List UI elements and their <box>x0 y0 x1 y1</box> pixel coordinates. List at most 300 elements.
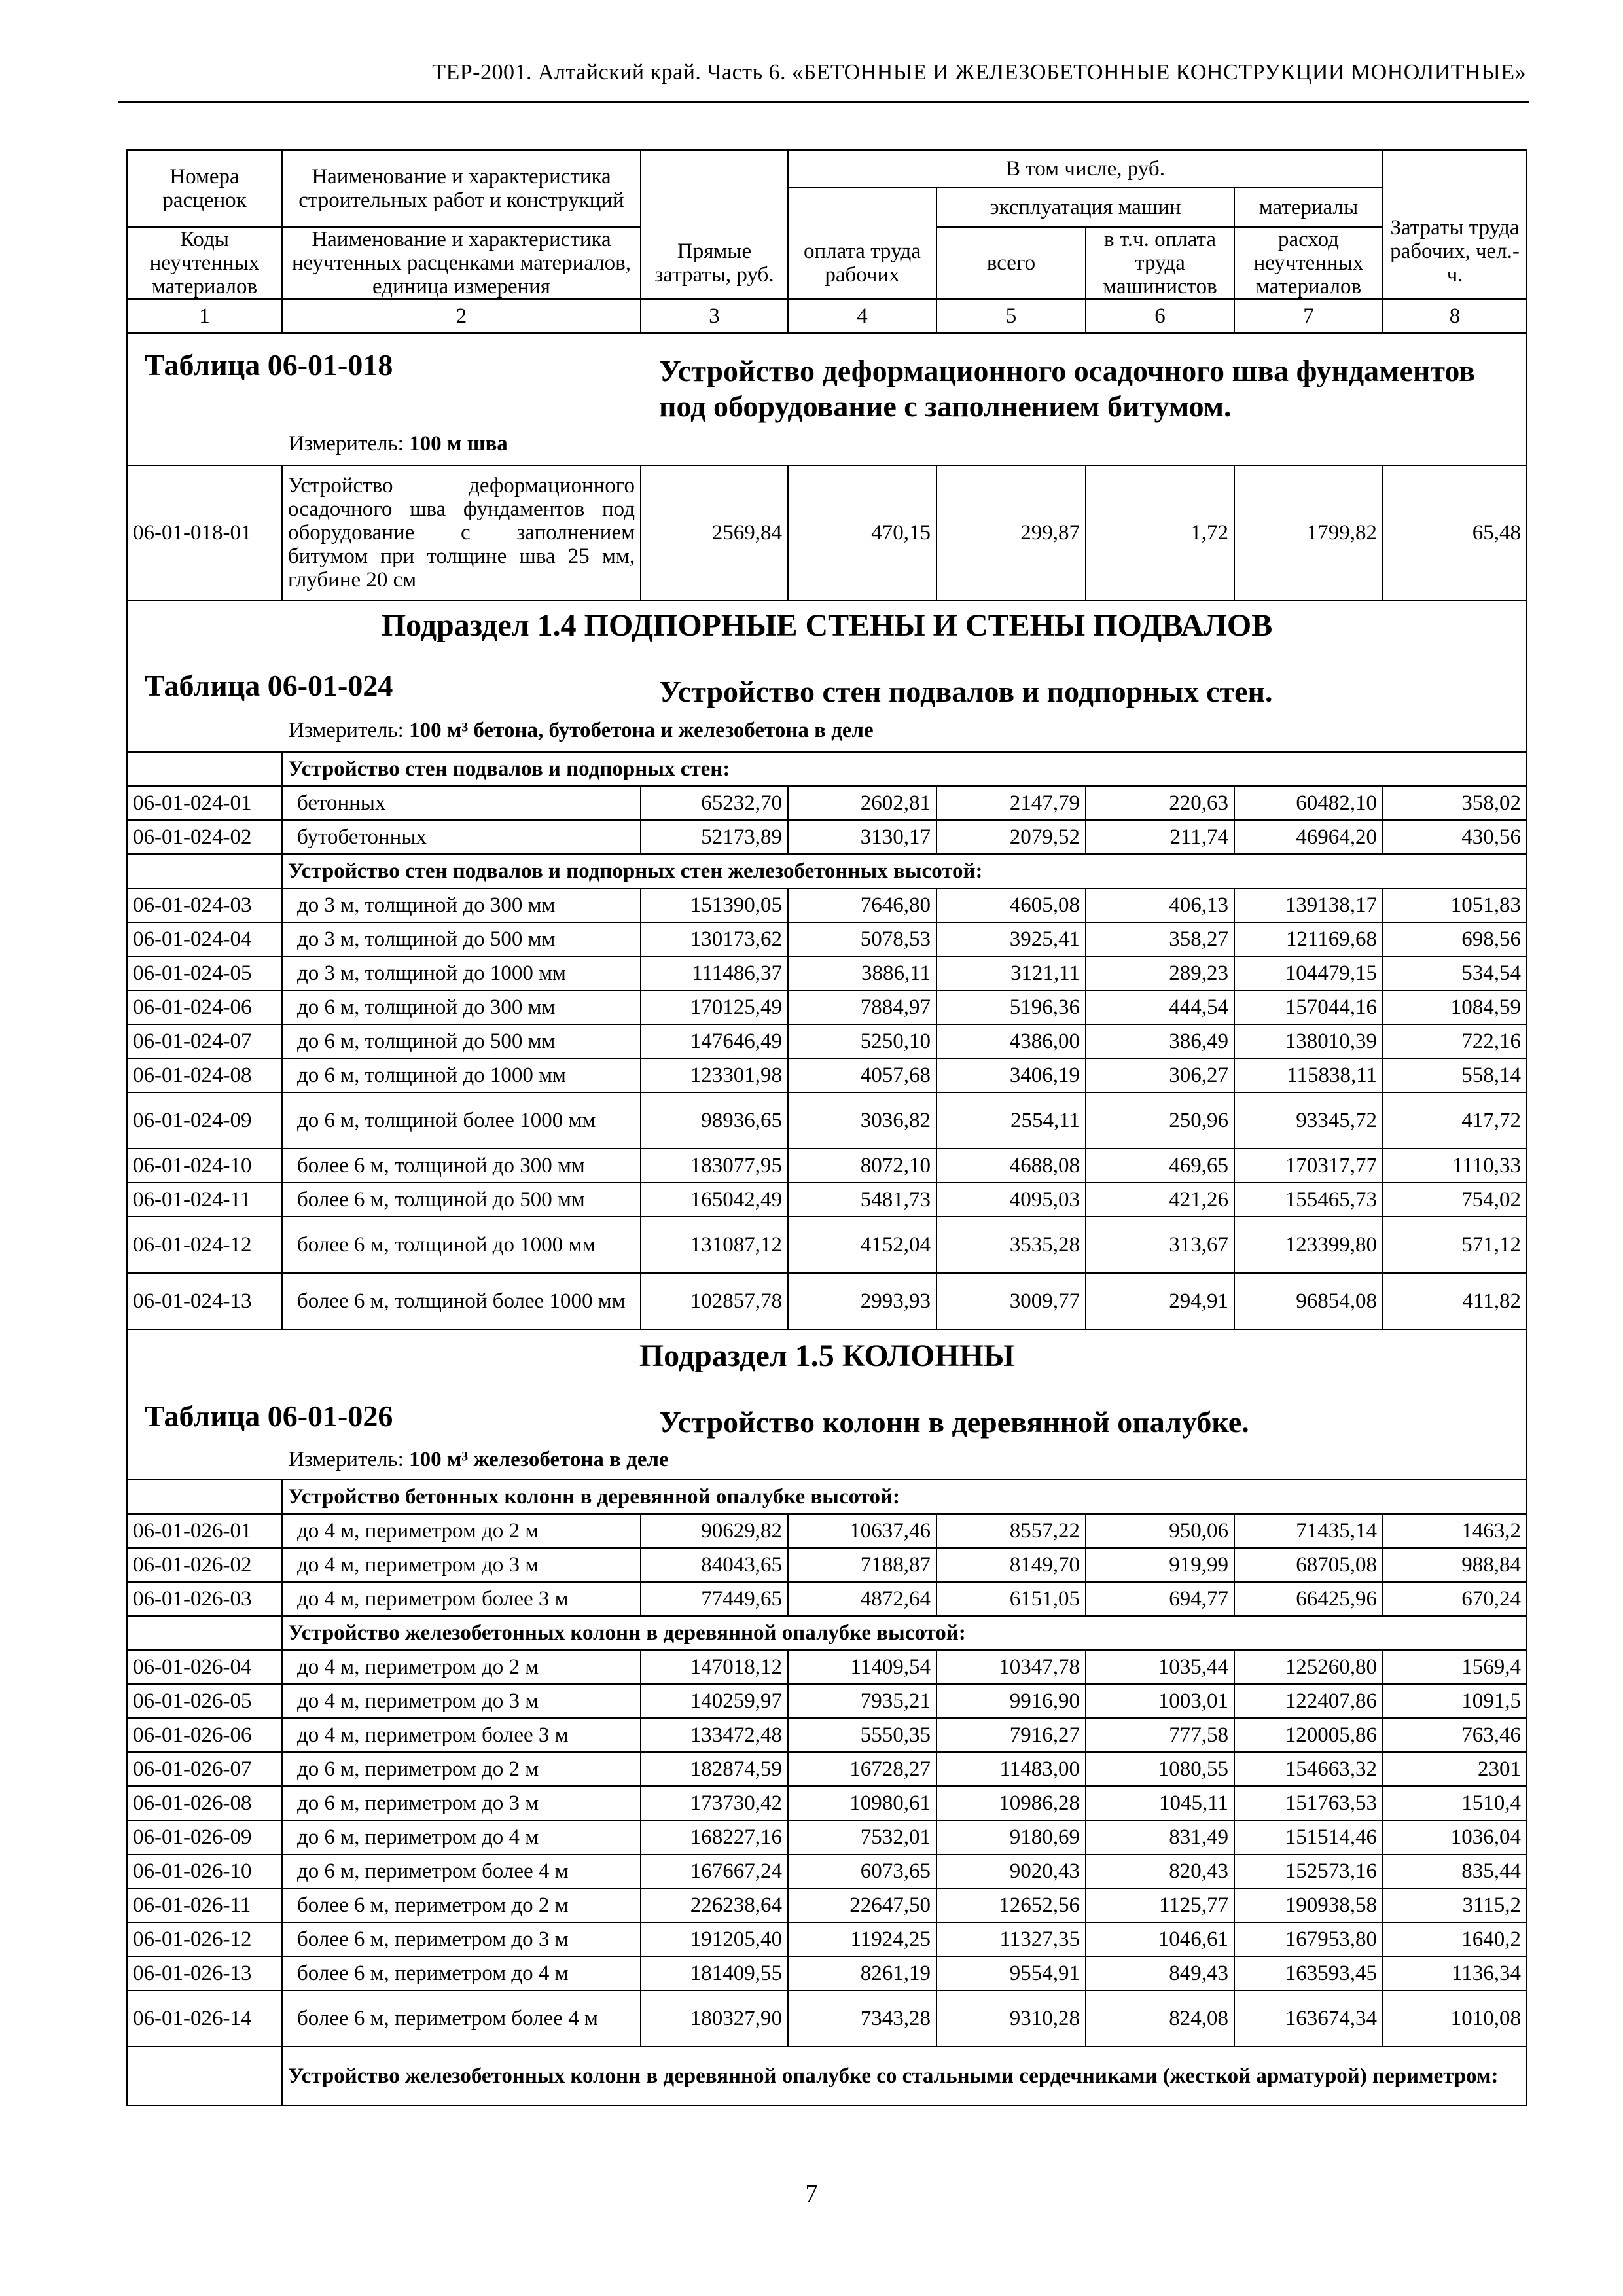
rate-code: 06-01-026-11 <box>127 1888 282 1922</box>
labor-wages: 4872,64 <box>788 1582 936 1616</box>
labor-wages: 5250,10 <box>788 1024 936 1058</box>
machines-total: 7916,27 <box>936 1718 1086 1752</box>
rate-name: более 6 м, периметром до 2 м <box>282 1888 641 1922</box>
colnum-2: 2 <box>282 299 641 333</box>
colnum-3: 3 <box>641 299 788 333</box>
labor-wages: 2602,81 <box>788 786 936 820</box>
materials: 1799,82 <box>1234 465 1383 600</box>
table-row <box>127 1684 1527 1718</box>
table-026-heading <box>127 1329 1527 1480</box>
labor-wages: 11924,25 <box>788 1922 936 1956</box>
labor-hours: 1510,4 <box>1383 1786 1527 1820</box>
rate-name: до 6 м, периметром до 4 м <box>282 1820 641 1854</box>
table-row <box>127 1149 1527 1183</box>
table-row <box>127 820 1527 854</box>
materials: 167953,80 <box>1234 1922 1383 1956</box>
machines-total: 2554,11 <box>936 1092 1086 1149</box>
direct-costs: 111486,37 <box>641 956 788 990</box>
labor-wages: 7343,28 <box>788 1990 936 2047</box>
labor-wages: 6073,65 <box>788 1854 936 1888</box>
operator-wages: 777,58 <box>1086 1718 1234 1752</box>
machines-total: 4688,08 <box>936 1149 1086 1183</box>
labor-hours: 358,02 <box>1383 786 1527 820</box>
rate-code: 06-01-024-02 <box>127 820 282 854</box>
rate-name: более 6 м, периметром до 4 м <box>282 1956 641 1990</box>
labor-wages: 7188,87 <box>788 1548 936 1582</box>
rate-code: 06-01-024-05 <box>127 956 282 990</box>
materials: 71435,14 <box>1234 1514 1383 1548</box>
materials: 170317,77 <box>1234 1149 1383 1183</box>
hdr-col3: Прямые затраты, руб. <box>641 150 788 299</box>
rate-code: 06-01-026-09 <box>127 1820 282 1854</box>
operator-wages: 250,96 <box>1086 1092 1234 1149</box>
labor-hours: 1010,08 <box>1383 1990 1527 2047</box>
rate-code: 06-01-024-04 <box>127 922 282 956</box>
operator-wages: 1125,77 <box>1086 1888 1234 1922</box>
hdr-col2-bottom: Наименование и характеристика неучтенных расценками материалов, единица измерения <box>282 227 641 299</box>
labor-hours: 988,84 <box>1383 1548 1527 1582</box>
materials: 115838,11 <box>1234 1058 1383 1092</box>
hdr-col8: Затраты труда рабочих, чел.-ч. <box>1383 150 1527 299</box>
rate-code: 06-01-018-01 <box>127 465 282 600</box>
running-header: ТЕР-2001. Алтайский край. Часть 6. «БЕТОННЫЕ И ЖЕЛЕЗОБЕТОННЫЕ КОНСТРУКЦИИ МОНОЛИТНЫЕ» <box>432 60 1526 84</box>
operator-wages: 386,49 <box>1086 1024 1234 1058</box>
rate-name: до 6 м, толщиной до 500 мм <box>282 1024 641 1058</box>
colnum-4: 4 <box>788 299 936 333</box>
operator-wages: 1045,11 <box>1086 1786 1234 1820</box>
materials: 46964,20 <box>1234 820 1383 854</box>
operator-wages: 1003,01 <box>1086 1684 1234 1718</box>
labor-hours: 1091,5 <box>1383 1684 1527 1718</box>
direct-costs: 151390,05 <box>641 888 788 922</box>
materials: 157044,16 <box>1234 990 1383 1024</box>
operator-wages: 444,54 <box>1086 990 1234 1024</box>
header-rule <box>118 101 1529 103</box>
machines-total: 10986,28 <box>936 1786 1086 1820</box>
labor-wages: 7884,97 <box>788 990 936 1024</box>
rate-code: 06-01-026-01 <box>127 1514 282 1548</box>
rate-code: 06-01-026-07 <box>127 1752 282 1786</box>
rate-name: до 3 м, толщиной до 300 мм <box>282 888 641 922</box>
materials: 122407,86 <box>1234 1684 1383 1718</box>
machines-total: 3121,11 <box>936 956 1086 990</box>
direct-costs: 131087,12 <box>641 1217 788 1273</box>
direct-costs: 182874,59 <box>641 1752 788 1786</box>
rate-code: 06-01-024-12 <box>127 1217 282 1273</box>
rate-name: до 4 м, периметром до 3 м <box>282 1684 641 1718</box>
rate-code: 06-01-024-11 <box>127 1183 282 1217</box>
rate-name: бетонных <box>282 786 641 820</box>
operator-wages: 406,13 <box>1086 888 1234 922</box>
operator-wages: 1046,61 <box>1086 1922 1234 1956</box>
rate-code: 06-01-026-12 <box>127 1922 282 1956</box>
machines-total: 3925,41 <box>936 922 1086 956</box>
page-number: 7 <box>805 2180 818 2208</box>
hdr-col2-top: Наименование и характеристика строительных работ и конструкций <box>282 150 641 227</box>
operator-wages: 1,72 <box>1086 465 1234 600</box>
materials: 60482,10 <box>1234 786 1383 820</box>
labor-hours: 1569,4 <box>1383 1650 1527 1684</box>
labor-wages: 10637,46 <box>788 1514 936 1548</box>
table-row <box>127 1273 1527 1329</box>
rate-code: 06-01-024-01 <box>127 786 282 820</box>
direct-costs: 102857,78 <box>641 1273 788 1329</box>
labor-wages: 8072,10 <box>788 1149 936 1183</box>
subsection-title: Подраздел 1.5 КОЛОННЫ <box>639 1338 1015 1373</box>
hdr-machines: эксплуатация машин <box>936 188 1234 227</box>
labor-hours: 411,82 <box>1383 1273 1527 1329</box>
direct-costs: 147646,49 <box>641 1024 788 1058</box>
rate-code: 06-01-026-06 <box>127 1718 282 1752</box>
labor-hours: 698,56 <box>1383 922 1527 956</box>
rate-code: 06-01-024-09 <box>127 1092 282 1149</box>
labor-hours: 2301 <box>1383 1752 1527 1786</box>
rate-name: до 6 м, толщиной до 300 мм <box>282 990 641 1024</box>
labor-hours: 1640,2 <box>1383 1922 1527 1956</box>
rate-name: до 4 м, периметром до 3 м <box>282 1548 641 1582</box>
rate-name: более 6 м, толщиной до 300 мм <box>282 1149 641 1183</box>
labor-wages: 10980,61 <box>788 1786 936 1820</box>
price-table <box>126 149 1527 2106</box>
direct-costs: 226238,64 <box>641 1888 788 1922</box>
subsection-title: Подраздел 1.4 ПОДПОРНЫЕ СТЕНЫ И СТЕНЫ ПОДВАЛОВ <box>381 608 1273 643</box>
table-row <box>127 1956 1527 1990</box>
labor-hours: 1110,33 <box>1383 1149 1527 1183</box>
rate-name: до 3 м, толщиной до 500 мм <box>282 922 641 956</box>
labor-wages: 3886,11 <box>788 956 936 990</box>
materials: 151514,46 <box>1234 1820 1383 1854</box>
group-heading: Устройство стен подвалов и подпорных стен: <box>282 752 1527 786</box>
rate-code: 06-01-024-03 <box>127 888 282 922</box>
operator-wages: 421,26 <box>1086 1183 1234 1217</box>
operator-wages: 849,43 <box>1086 1956 1234 1990</box>
hdr-col5: всего <box>936 227 1086 299</box>
operator-wages: 831,49 <box>1086 1820 1234 1854</box>
group-code-empty <box>127 2047 282 2106</box>
rate-name: до 4 м, периметром более 3 м <box>282 1582 641 1616</box>
labor-wages: 3130,17 <box>788 820 936 854</box>
materials: 123399,80 <box>1234 1217 1383 1273</box>
labor-hours: 835,44 <box>1383 1854 1527 1888</box>
direct-costs: 84043,65 <box>641 1548 788 1582</box>
hdr-col7: расход неучтенных материалов <box>1234 227 1383 299</box>
measure-unit: Измеритель: 100 м³ бетона, бутобетона и железобетона в деле <box>289 719 874 742</box>
machines-total: 9916,90 <box>936 1684 1086 1718</box>
materials: 163674,34 <box>1234 1990 1383 2047</box>
operator-wages: 1080,55 <box>1086 1752 1234 1786</box>
labor-wages: 11409,54 <box>788 1650 936 1684</box>
operator-wages: 1035,44 <box>1086 1650 1234 1684</box>
operator-wages: 469,65 <box>1086 1149 1234 1183</box>
table-title: Устройство колонн в деревянной опалубке. <box>659 1405 1249 1439</box>
table-row <box>127 1990 1527 2047</box>
labor-hours: 534,54 <box>1383 956 1527 990</box>
table-row <box>127 1888 1527 1922</box>
group-code-empty <box>127 752 282 786</box>
materials: 155465,73 <box>1234 1183 1383 1217</box>
hdr-col1-bottom: Коды неучтенных материалов <box>127 227 282 299</box>
table-title: Устройство стен подвалов и подпорных стен. <box>659 675 1273 708</box>
table-row <box>127 1217 1527 1273</box>
group-code-empty <box>127 1616 282 1650</box>
machines-total: 12652,56 <box>936 1888 1086 1922</box>
labor-hours: 1463,2 <box>1383 1514 1527 1548</box>
table-number: Таблица 06-01-026 <box>145 1399 393 1433</box>
machines-total: 10347,78 <box>936 1650 1086 1684</box>
direct-costs: 167667,24 <box>641 1854 788 1888</box>
labor-wages: 5481,73 <box>788 1183 936 1217</box>
machines-total: 3009,77 <box>936 1273 1086 1329</box>
rate-code: 06-01-026-04 <box>127 1650 282 1684</box>
group-heading: Устройство железобетонных колонн в деревянной опалубке высотой: <box>282 1616 1527 1650</box>
labor-wages: 7532,01 <box>788 1820 936 1854</box>
direct-costs: 191205,40 <box>641 1922 788 1956</box>
machines-total: 2079,52 <box>936 820 1086 854</box>
table-row <box>127 1854 1527 1888</box>
rate-code: 06-01-026-13 <box>127 1956 282 1990</box>
rate-name: до 6 м, периметром более 4 м <box>282 1854 641 1888</box>
machines-total: 9180,69 <box>936 1820 1086 1854</box>
rate-name: более 6 м, толщиной до 500 мм <box>282 1183 641 1217</box>
materials: 96854,08 <box>1234 1273 1383 1329</box>
table-row <box>127 465 1527 600</box>
machines-total: 11327,35 <box>936 1922 1086 1956</box>
labor-wages: 3036,82 <box>788 1092 936 1149</box>
labor-hours: 417,72 <box>1383 1092 1527 1149</box>
operator-wages: 820,43 <box>1086 1854 1234 1888</box>
direct-costs: 90629,82 <box>641 1514 788 1548</box>
table-row <box>127 1092 1527 1149</box>
hdr-col1-top: Номера расценок <box>127 150 282 227</box>
table-row <box>127 1582 1527 1616</box>
labor-wages: 7935,21 <box>788 1684 936 1718</box>
direct-costs: 130173,62 <box>641 922 788 956</box>
labor-hours: 430,56 <box>1383 820 1527 854</box>
labor-hours: 65,48 <box>1383 465 1527 600</box>
labor-hours: 1036,04 <box>1383 1820 1527 1854</box>
labor-wages: 8261,19 <box>788 1956 936 1990</box>
labor-wages: 16728,27 <box>788 1752 936 1786</box>
materials: 68705,08 <box>1234 1548 1383 1582</box>
direct-costs: 181409,55 <box>641 1956 788 1990</box>
rate-code: 06-01-024-10 <box>127 1149 282 1183</box>
group-heading: Устройство стен подвалов и подпорных стен железобетонных высотой: <box>282 854 1527 888</box>
rate-code: 06-01-026-14 <box>127 1990 282 2047</box>
materials: 93345,72 <box>1234 1092 1383 1149</box>
materials: 163593,45 <box>1234 1956 1383 1990</box>
table-row <box>127 922 1527 956</box>
rate-code: 06-01-024-08 <box>127 1058 282 1092</box>
direct-costs: 65232,70 <box>641 786 788 820</box>
machines-total: 4605,08 <box>936 888 1086 922</box>
direct-costs: 147018,12 <box>641 1650 788 1684</box>
labor-hours: 763,46 <box>1383 1718 1527 1752</box>
materials: 120005,86 <box>1234 1718 1383 1752</box>
rate-name: до 6 м, толщиной более 1000 мм <box>282 1092 641 1149</box>
table-024-heading <box>127 600 1527 752</box>
operator-wages: 306,27 <box>1086 1058 1234 1092</box>
labor-wages: 22647,50 <box>788 1888 936 1922</box>
rate-code: 06-01-024-13 <box>127 1273 282 1329</box>
labor-hours: 754,02 <box>1383 1183 1527 1217</box>
labor-hours: 1051,83 <box>1383 888 1527 922</box>
labor-hours: 3115,2 <box>1383 1888 1527 1922</box>
materials: 125260,80 <box>1234 1650 1383 1684</box>
rate-code: 06-01-026-10 <box>127 1854 282 1888</box>
direct-costs: 170125,49 <box>641 990 788 1024</box>
rate-name: до 4 м, периметром до 2 м <box>282 1514 641 1548</box>
operator-wages: 824,08 <box>1086 1990 1234 2047</box>
table-row <box>127 1024 1527 1058</box>
labor-hours: 722,16 <box>1383 1024 1527 1058</box>
materials: 190938,58 <box>1234 1888 1383 1922</box>
direct-costs: 173730,42 <box>641 1786 788 1820</box>
machines-total: 4386,00 <box>936 1024 1086 1058</box>
labor-hours: 1136,34 <box>1383 1956 1527 1990</box>
hdr-including: В том числе, руб. <box>788 150 1383 188</box>
colnum-1: 1 <box>127 299 282 333</box>
table-row <box>127 956 1527 990</box>
colnum-5: 5 <box>936 299 1086 333</box>
materials: 154663,32 <box>1234 1752 1383 1786</box>
rate-code: 06-01-024-06 <box>127 990 282 1024</box>
table-row <box>127 888 1527 922</box>
machines-total: 5196,36 <box>936 990 1086 1024</box>
direct-costs: 183077,95 <box>641 1149 788 1183</box>
rate-name: до 6 м, периметром до 2 м <box>282 1752 641 1786</box>
materials: 138010,39 <box>1234 1024 1383 1058</box>
direct-costs: 77449,65 <box>641 1582 788 1616</box>
table-row <box>127 990 1527 1024</box>
operator-wages: 950,06 <box>1086 1514 1234 1548</box>
table-row <box>127 1650 1527 1684</box>
operator-wages: 919,99 <box>1086 1548 1234 1582</box>
rate-name: более 6 м, толщиной до 1000 мм <box>282 1217 641 1273</box>
materials: 151763,53 <box>1234 1786 1383 1820</box>
materials: 121169,68 <box>1234 922 1383 956</box>
hdr-materials: материалы <box>1234 188 1383 227</box>
direct-costs: 168227,16 <box>641 1820 788 1854</box>
operator-wages: 289,23 <box>1086 956 1234 990</box>
table-row <box>127 1752 1527 1786</box>
table-row <box>127 786 1527 820</box>
table-number: Таблица 06-01-024 <box>145 669 393 702</box>
machines-total: 8557,22 <box>936 1514 1086 1548</box>
machines-total: 9554,91 <box>936 1956 1086 1990</box>
machines-total: 2147,79 <box>936 786 1086 820</box>
labor-hours: 1084,59 <box>1383 990 1527 1024</box>
rate-code: 06-01-026-03 <box>127 1582 282 1616</box>
rate-code: 06-01-026-02 <box>127 1548 282 1582</box>
table-row <box>127 1718 1527 1752</box>
machines-total: 9020,43 <box>936 1854 1086 1888</box>
group-heading: Устройство железобетонных колонн в деревянной опалубке со стальными сердечниками (жесткой арматурой) периметром: <box>282 2047 1527 2106</box>
table-row <box>127 1922 1527 1956</box>
materials: 66425,96 <box>1234 1582 1383 1616</box>
rate-code: 06-01-026-05 <box>127 1684 282 1718</box>
machines-total: 4095,03 <box>936 1183 1086 1217</box>
operator-wages: 220,63 <box>1086 786 1234 820</box>
rate-name: более 6 м, толщиной более 1000 мм <box>282 1273 641 1329</box>
rate-code: 06-01-026-08 <box>127 1786 282 1820</box>
machines-total: 11483,00 <box>936 1752 1086 1786</box>
labor-hours: 670,24 <box>1383 1582 1527 1616</box>
labor-wages: 2993,93 <box>788 1273 936 1329</box>
machines-total: 8149,70 <box>936 1548 1086 1582</box>
machines-total: 3406,19 <box>936 1058 1086 1092</box>
measure-unit: Измеритель: 100 м³ железобетона в деле <box>289 1448 669 1471</box>
direct-costs: 123301,98 <box>641 1058 788 1092</box>
materials: 104479,15 <box>1234 956 1383 990</box>
machines-total: 3535,28 <box>936 1217 1086 1273</box>
group-heading: Устройство бетонных колонн в деревянной опалубке высотой: <box>282 1480 1527 1514</box>
materials: 139138,17 <box>1234 888 1383 922</box>
rate-name: до 4 м, периметром более 3 м <box>282 1718 641 1752</box>
labor-wages: 4152,04 <box>788 1217 936 1273</box>
machines-total: 299,87 <box>936 465 1086 600</box>
rate-name: до 3 м, толщиной до 1000 мм <box>282 956 641 990</box>
labor-wages: 7646,80 <box>788 888 936 922</box>
labor-hours: 571,12 <box>1383 1217 1527 1273</box>
group-code-empty <box>127 1480 282 1514</box>
direct-costs: 180327,90 <box>641 1990 788 2047</box>
direct-costs: 2569,84 <box>641 465 788 600</box>
rate-name: более 6 м, периметром более 4 м <box>282 1990 641 2047</box>
machines-total: 9310,28 <box>936 1990 1086 2047</box>
machines-total: 6151,05 <box>936 1582 1086 1616</box>
colnum-6: 6 <box>1086 299 1234 333</box>
direct-costs: 133472,48 <box>641 1718 788 1752</box>
rate-name: более 6 м, периметром до 3 м <box>282 1922 641 1956</box>
operator-wages: 294,91 <box>1086 1273 1234 1329</box>
operator-wages: 694,77 <box>1086 1582 1234 1616</box>
table-018-heading <box>127 333 1527 465</box>
table-title: Устройство деформационного осадочного шва фундаментов под оборудование с заполнением битумом. <box>659 354 1476 423</box>
group-code-empty <box>127 854 282 888</box>
rate-name: до 6 м, периметром до 3 м <box>282 1786 641 1820</box>
colnum-7: 7 <box>1234 299 1383 333</box>
operator-wages: 313,67 <box>1086 1217 1234 1273</box>
table-row <box>127 1514 1527 1548</box>
hdr-col4: оплата труда рабочих <box>788 188 936 299</box>
rate-name: бутобетонных <box>282 820 641 854</box>
rate-name: до 6 м, толщиной до 1000 мм <box>282 1058 641 1092</box>
operator-wages: 358,27 <box>1086 922 1234 956</box>
table-row <box>127 1548 1527 1582</box>
table-row <box>127 1820 1527 1854</box>
rate-name: Устройство деформационного осадочного шва фундаментов под оборудование с заполнением битумом при толщине шва 25 мм, глубине 20 см <box>282 465 641 600</box>
direct-costs: 140259,97 <box>641 1684 788 1718</box>
operator-wages: 211,74 <box>1086 820 1234 854</box>
direct-costs: 98936,65 <box>641 1092 788 1149</box>
direct-costs: 52173,89 <box>641 820 788 854</box>
colnum-8: 8 <box>1383 299 1527 333</box>
labor-wages: 470,15 <box>788 465 936 600</box>
hdr-col6: в т.ч. оплата труда машинистов <box>1086 227 1234 299</box>
labor-hours: 558,14 <box>1383 1058 1527 1092</box>
materials: 152573,16 <box>1234 1854 1383 1888</box>
rate-code: 06-01-024-07 <box>127 1024 282 1058</box>
direct-costs: 165042,49 <box>641 1183 788 1217</box>
labor-wages: 5550,35 <box>788 1718 936 1752</box>
measure-unit: Измеритель: 100 м шва <box>289 432 508 456</box>
labor-wages: 4057,68 <box>788 1058 936 1092</box>
table-row <box>127 1786 1527 1820</box>
table-row <box>127 1183 1527 1217</box>
table-number: Таблица 06-01-018 <box>145 348 393 382</box>
labor-wages: 5078,53 <box>788 922 936 956</box>
rate-name: до 4 м, периметром до 2 м <box>282 1650 641 1684</box>
